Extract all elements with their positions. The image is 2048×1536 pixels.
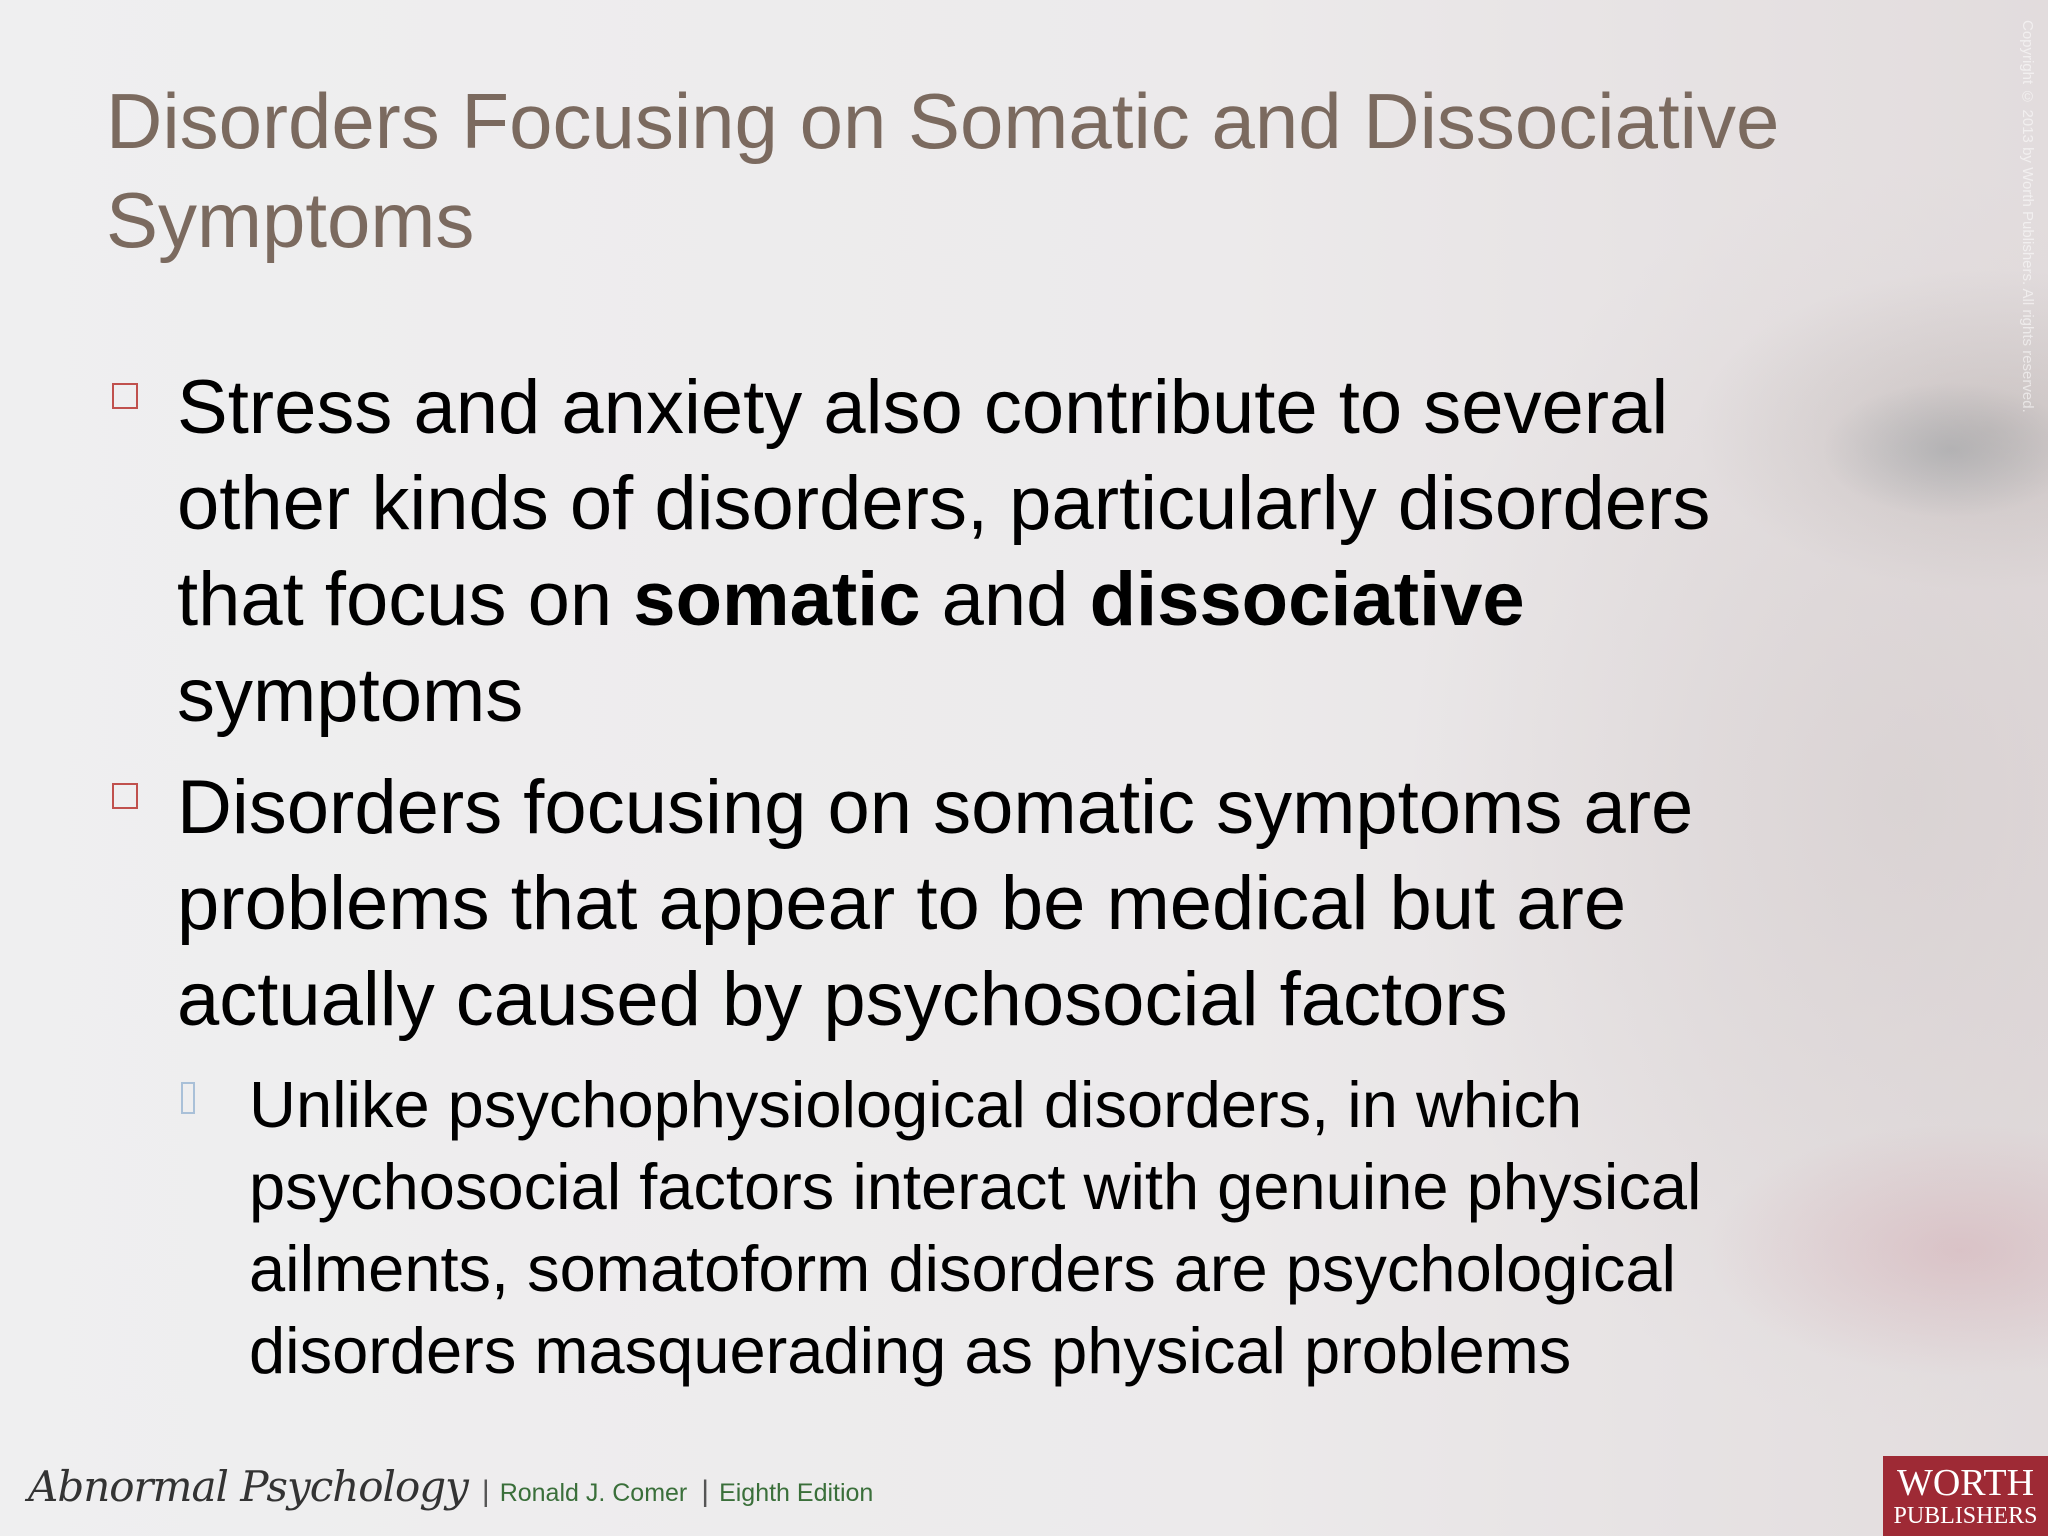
copyright-watermark: Copyright © 2013 by Worth Publishers. All rights reserved. xyxy=(2019,20,2036,413)
footer-separator: | xyxy=(481,1475,490,1508)
bullet-text xyxy=(177,360,1826,744)
bullet-item xyxy=(106,360,1826,744)
author-name: Ronald J. Comer xyxy=(499,1479,688,1507)
bullet-text-part: Stress and anxiety also contribute to several other kinds of disorders, particularly disorders that focus on xyxy=(177,365,1711,642)
bold-term-dissociative: dissociative xyxy=(1089,557,1525,642)
bullet-text-part: and xyxy=(920,557,1090,642)
footer-separator: | xyxy=(701,1475,710,1508)
bullet-item xyxy=(106,760,1826,1048)
logo-line-2: PUBLISHERS xyxy=(1893,1503,2038,1529)
publisher-logo xyxy=(1883,1456,2048,1536)
slide-title xyxy=(106,72,1936,270)
sub-bullet-text: Unlike psychophysiological disorders, in which psychosocial factors interact with genuine physical ailments, somatoform disorders are psychological disorders masquerading as physical problems xyxy=(249,1068,1702,1387)
slide-content xyxy=(106,360,1826,1392)
bullet-text: Disorders focusing on somatic symptoms are problems that appear to be medical but are actually caused by psychosocial factors xyxy=(177,765,1694,1042)
title-line-1: Disorders Focusing on Somatic and Dissociative xyxy=(106,77,1780,165)
logo-line-1: WORTH xyxy=(1896,1462,2035,1504)
sub-bullet-icon xyxy=(181,1082,195,1114)
square-bullet-icon xyxy=(112,783,138,809)
book-title: Abnormal Psychology xyxy=(28,1462,468,1511)
footer xyxy=(28,1462,873,1522)
sub-bullet-item xyxy=(178,1064,1826,1392)
square-bullet-icon xyxy=(112,383,138,409)
edition-label: Eighth Edition xyxy=(719,1479,874,1507)
title-line-2: Symptoms xyxy=(106,176,475,264)
bullet-text-part: symptoms xyxy=(177,653,524,738)
bold-term-somatic: somatic xyxy=(633,557,921,642)
